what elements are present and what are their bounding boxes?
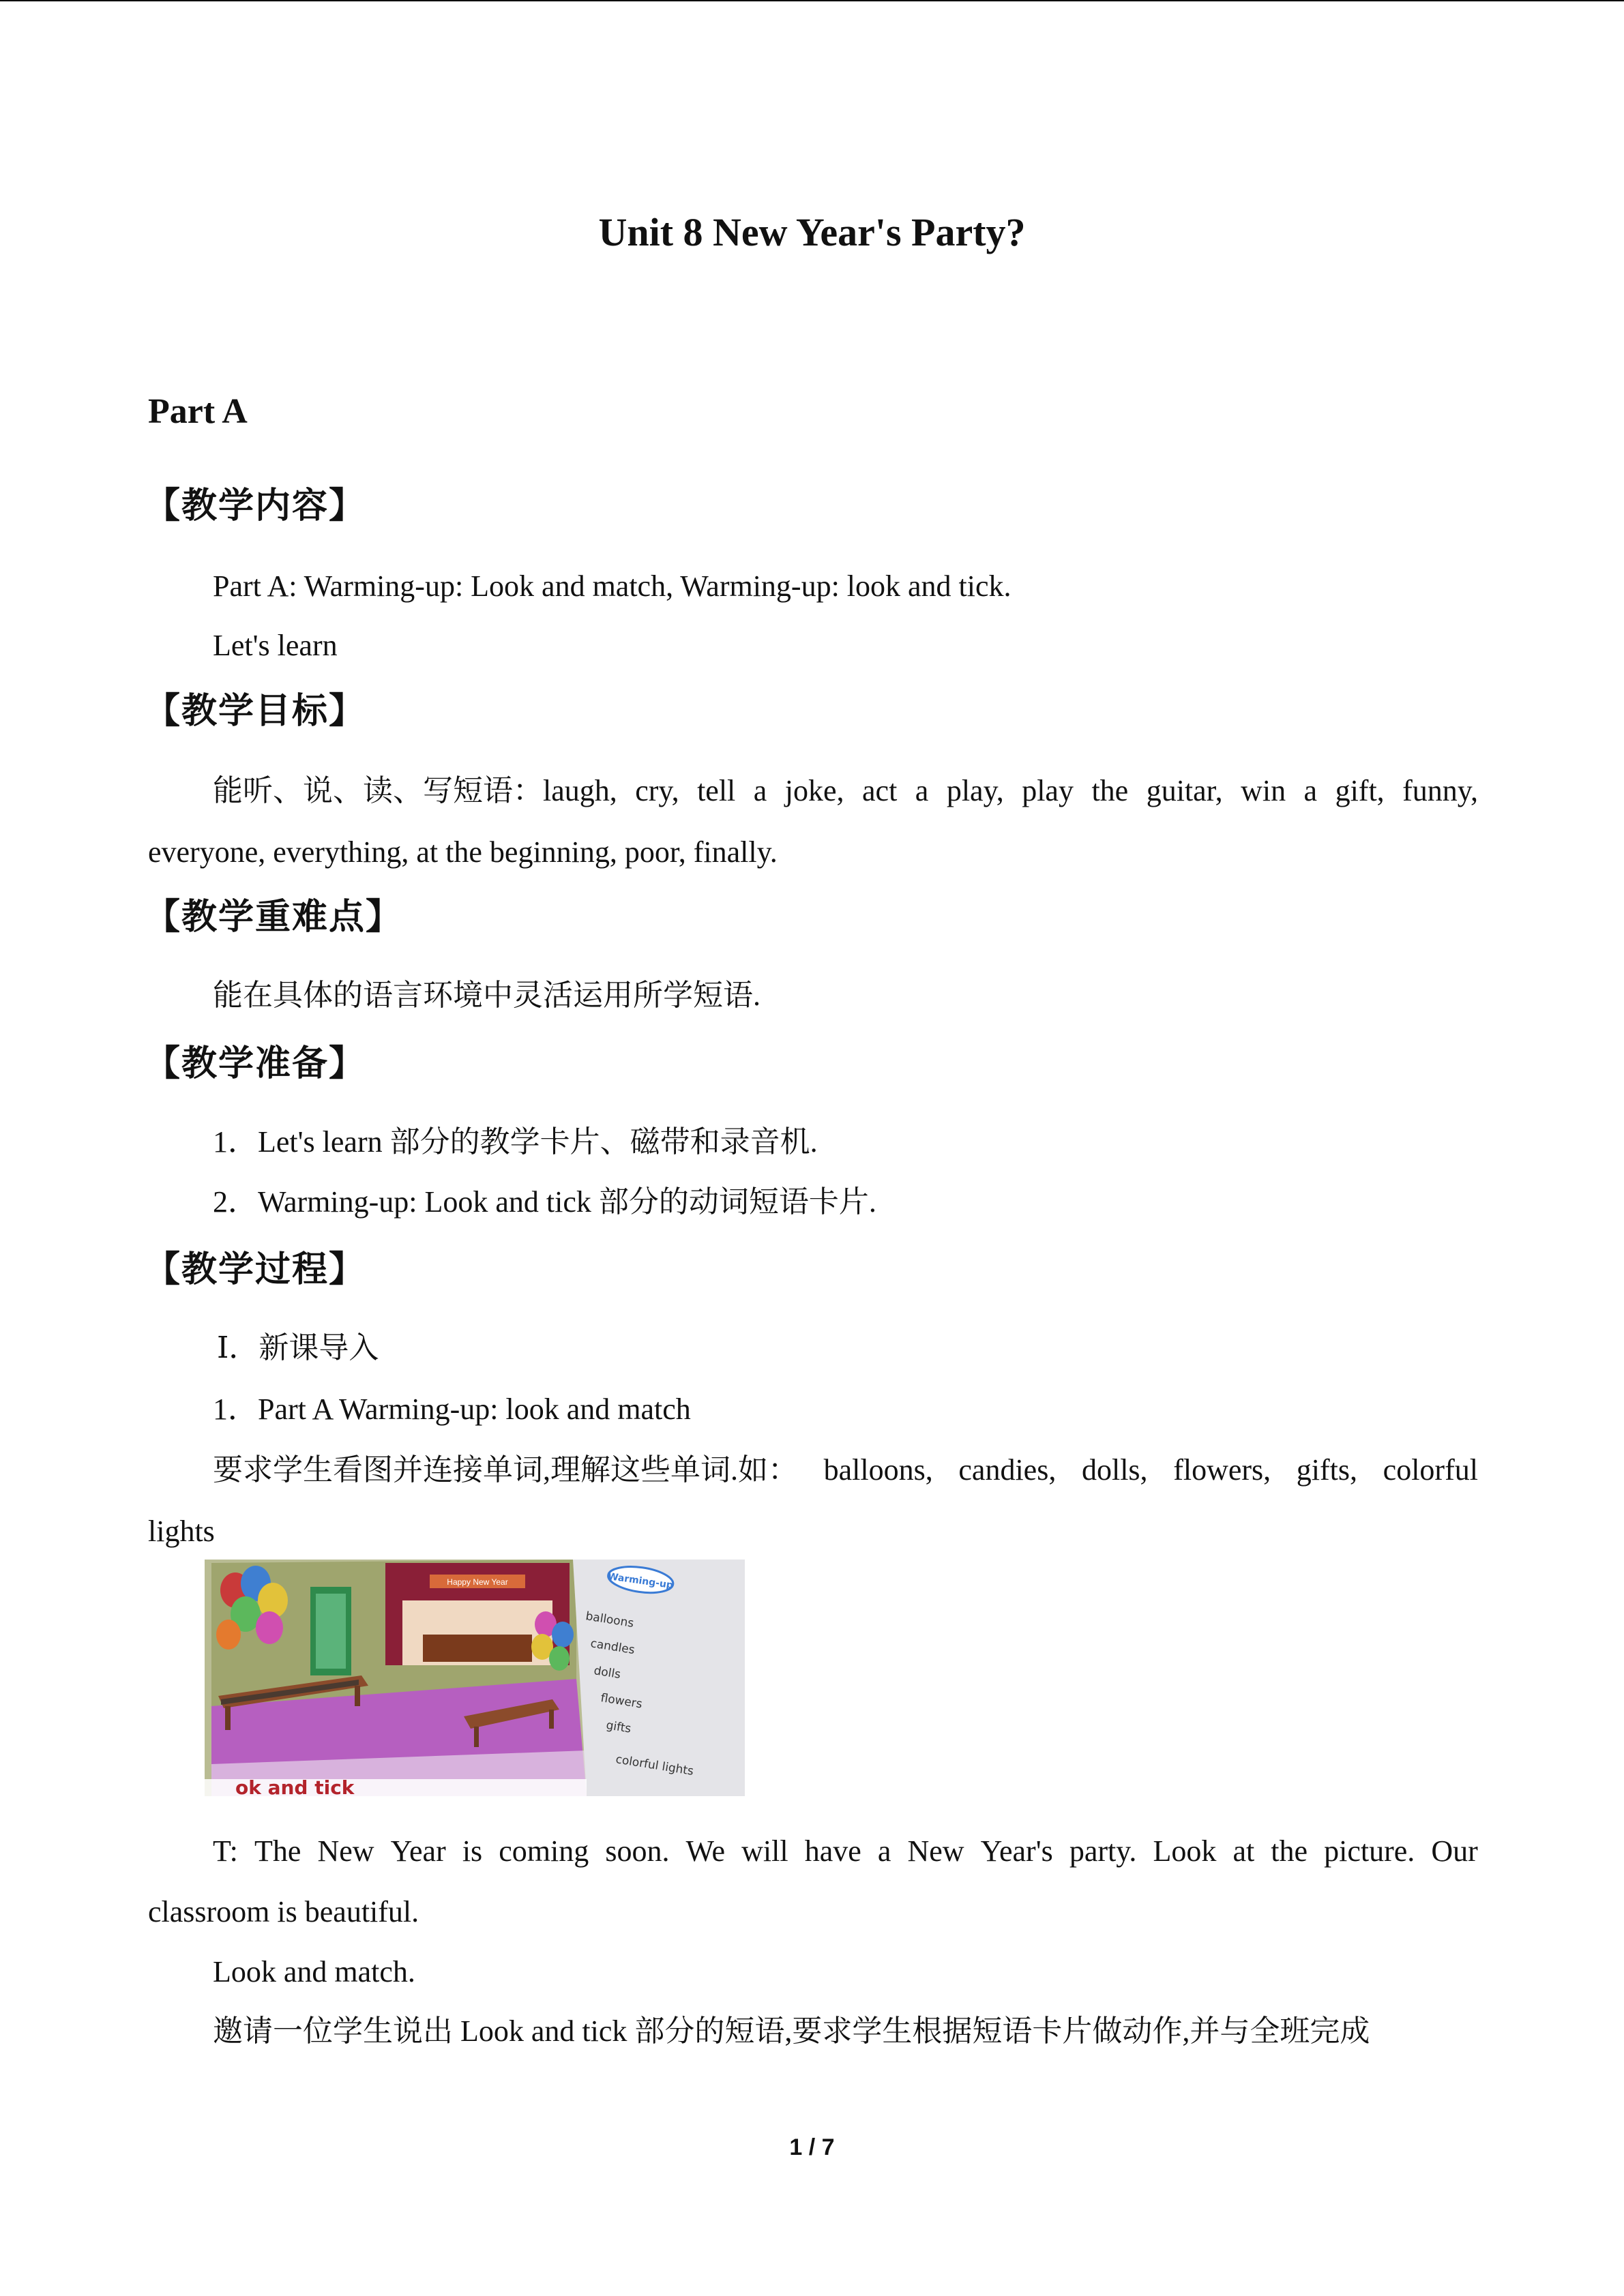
word: play: [1022, 774, 1074, 807]
prep-line: 1．Let's learn 部分的教学卡片、磁带和录音机.: [213, 1125, 818, 1159]
word: 能听、说、读、写短语：laugh,: [213, 774, 617, 807]
word: We: [685, 1834, 726, 1868]
section-heading-goal: 【教学目标】: [145, 691, 366, 732]
word: a: [753, 774, 767, 807]
document-title: Unit 8 New Year's Party?: [598, 210, 1026, 254]
section-heading-content: 【教学内容】: [145, 486, 366, 526]
process-line: Look and match.: [213, 1955, 415, 1988]
word: have: [804, 1834, 861, 1868]
key-line: 能在具体的语言环境中灵活运用所学短语.: [213, 979, 761, 1012]
word: New: [317, 1834, 374, 1868]
word: win: [1241, 774, 1286, 807]
figure-word: dolls: [593, 1664, 622, 1682]
word: Look: [1153, 1834, 1217, 1868]
process-line: 邀请一位学生说出 Look and tick 部分的短语,要求学生根据短语卡片做动作,并与全班完成: [213, 2014, 1370, 2048]
process-line: classroom is beautiful.: [148, 1895, 419, 1928]
textbook-photo: [205, 1560, 745, 1796]
word: Our: [1431, 1834, 1478, 1868]
process-line: [213, 1831, 1478, 1872]
figure-word: colorful lights: [615, 1753, 695, 1778]
word: a: [877, 1834, 891, 1868]
goal-line: everyone, everything, at the beginning, poor, finally.: [148, 835, 778, 869]
part-heading: Part A: [148, 392, 248, 431]
word: T:: [213, 1834, 238, 1868]
word: Year's: [980, 1834, 1053, 1868]
process-step: Ⅰ．新课导入: [217, 1331, 379, 1365]
word: balloons,: [823, 1453, 933, 1487]
stage-banner: Happy New Year: [447, 1577, 508, 1587]
process-line: [213, 1450, 1478, 1491]
word: The: [254, 1834, 301, 1868]
word: soon.: [605, 1834, 670, 1868]
word: tell: [697, 774, 736, 807]
word: is: [462, 1834, 483, 1868]
figure-word: gifts: [605, 1718, 632, 1736]
word: colorful: [1383, 1453, 1478, 1487]
word: dolls,: [1081, 1453, 1148, 1487]
section-heading-prep: 【教学准备】: [145, 1043, 366, 1084]
content-line: Let's learn: [213, 629, 338, 662]
process-step: 1．Part A Warming-up: look and match: [213, 1392, 691, 1426]
word: the: [1091, 774, 1129, 807]
badge-label: Warming-up: [607, 1570, 674, 1592]
word: cry,: [635, 774, 679, 807]
figure-word: balloons: [585, 1609, 635, 1631]
word: guitar,: [1146, 774, 1223, 807]
word: Year: [390, 1834, 446, 1868]
page-number: 1 / 7: [789, 2134, 835, 2160]
figure-word: candles: [589, 1637, 636, 1658]
word: a: [915, 774, 929, 807]
process-line: lights: [148, 1515, 215, 1548]
figure-caption: ok and tick: [235, 1776, 355, 1796]
word: act: [862, 774, 898, 807]
section-heading-process: 【教学过程】: [145, 1249, 366, 1290]
word: gifts,: [1296, 1453, 1358, 1487]
word: at: [1232, 1834, 1255, 1868]
figure-word: flowers: [600, 1691, 643, 1712]
word: the: [1271, 1834, 1308, 1868]
word: party.: [1069, 1834, 1137, 1868]
content-line: Part A: Warming-up: Look and match, Warming-up: look and tick.: [213, 569, 1012, 603]
word: flowers,: [1173, 1453, 1271, 1487]
word: joke,: [784, 774, 844, 807]
word: play,: [946, 774, 1004, 807]
prep-line: 2．Warming-up: Look and tick 部分的动词短语卡片.: [213, 1185, 876, 1219]
word: coming: [499, 1834, 589, 1868]
word: candies,: [958, 1453, 1057, 1487]
word: picture.: [1324, 1834, 1415, 1868]
word: will: [741, 1834, 788, 1868]
word: a: [1303, 774, 1318, 807]
section-heading-key: 【教学重难点】: [145, 897, 403, 938]
word: gift,: [1335, 774, 1385, 807]
word: funny,: [1402, 774, 1478, 807]
word: 要求学生看图并连接单词,理解这些单词.如：: [213, 1453, 798, 1487]
goal-line: [213, 771, 1478, 811]
word: New: [907, 1834, 964, 1868]
